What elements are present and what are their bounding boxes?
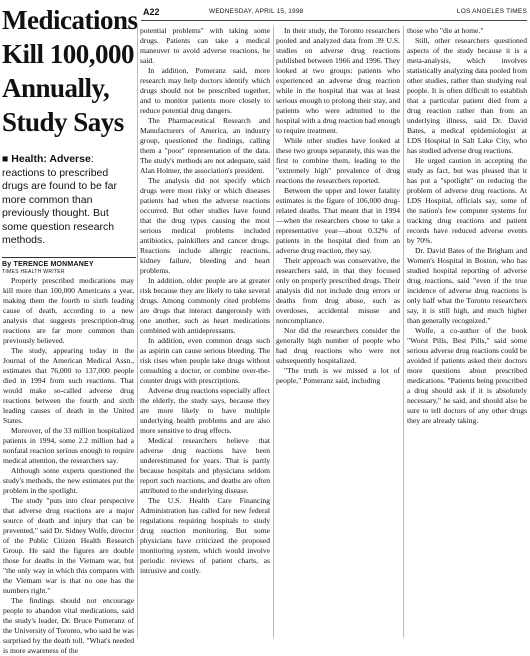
- paragraph: The study "puts into clear perspective that adverse drug reactions are a major source of death and injury that can be prevented," said Dr. Sidney Wolfe, director of the Public Citizen Health Research Group. He said the figures are double those for deaths in the Vietnam war, but "the only way in which this compares with the Vietnam war is that no one has the numbers right.": [3, 496, 134, 595]
- column-rule: [137, 26, 138, 638]
- paragraph: Their approach was conservative, the researchers said, in that they focused only on properly prescribed drugs. Their analysis did not include drug errors or deaths from drug abuse, such as overdoses, accidental misuse and noncompliance.: [276, 256, 400, 325]
- paragraph: In their study, the Toronto researchers pooled and analyzed data from 39 U.S. studies on adverse drug reactions published between 1966 and 1996. They looked at two groups: patients who experienced an adverse drug reaction while in the hospital that was at least serious enough to prolong their stay, and patients who were admitted to the hospital with a drug reaction bad enough to require treatment.: [276, 26, 400, 135]
- byline: [2, 257, 136, 275]
- paragraph: The findings should not encourage people to abandon vital medications, said the study's leader, Dr. Bruce Pomeranz of the University of Toronto, who said he was surprised by the death toll. "What's needed is more awareness of the: [3, 596, 134, 655]
- paragraph: In addition, even common drugs such as aspirin can cause serious bleeding. The risk rises when people take drugs without consulting a doctor, or combine over-the-counter drugs with prescriptions.: [140, 336, 270, 385]
- paragraph: Medical researchers believe that adverse drug reactions have been underestimated for years. That is partly because hospitals and physicians seldom report such reactions, and deaths are often attributed to the underlying disease.: [140, 436, 270, 495]
- subhead: ■ Health: Adverse: reactions to prescribed drugs are found to be far more common than previously thought. But some question research methods.: [2, 153, 117, 246]
- paragraph: "The truth is we missed a lot of people," Pomeranz said, including: [276, 366, 400, 385]
- paragraph: Adverse drug reactions especially affect the elderly, the study says, because they are more likely to have multiple underlying health problems and are also more sensitive to drug effects.: [140, 386, 270, 435]
- paragraph: Nor did the researchers consider the generally high number of people who had drug reactions who were not subsequently hospitalized.: [276, 326, 400, 365]
- paragraph: While other studies have looked at these two groups separately, this was the first to combine them, leading to the "extremely high" prevalence of drug reactions the researchers reported.: [276, 136, 400, 185]
- paper-name: LOS ANGELES TIMES: [456, 8, 527, 15]
- paragraph: The Pharmaceutical Research and Manufacturers of America, an industry group, questioned the findings, calling them a "poor" representation of the data. The study's methods are not adequate, said Alan Holmer, the association's president.: [140, 116, 270, 175]
- article-column-4: [407, 26, 527, 426]
- headline-line-3: Annually,: [2, 73, 110, 103]
- page-number: A22: [143, 7, 160, 17]
- byline-role: TIMES HEALTH WRITER: [2, 269, 65, 275]
- column-rule: [403, 26, 404, 638]
- paragraph: Wolfe, a co-author of the book "Worst Pills, Best Pills," said some serious adverse drug reactions could be avoided if patients asked their doctors more questions about prescribed medications. "Patients being prescribed a drug should ask if it is absolutely necessary," he said, and should also be sure to tell doctors of any other drugs they are already taking.: [407, 326, 527, 425]
- paragraph: Moreover, of the 33 million hospitalized patients in 1994, some 2.2 million had a nonfatal reaction serious enough to require medical attention, the researchers say.: [3, 426, 134, 465]
- paragraph: The analysis did not specify which drugs were most risky or which diseases patients had when the adverse reactions occurred. But other studies have found that the drug types causing the most serious medical problems included antibiotics, painkillers and cancer drugs. Reactions include allergic reactions, kidney failure, bleeding and heart problems.: [140, 176, 270, 275]
- column-rule: [273, 26, 274, 638]
- headline-line-4: Study Says: [2, 107, 124, 137]
- paragraph: The study, appearing today in the Journal of the American Medical Assn., estimates that 76,000 to 137,000 people died in 1994 from such reactions. That would make so-called adverse drug reactions between the fourth and sixth leading causes of death in the United States.: [3, 346, 134, 425]
- paragraph: In addition, Pomeranz said, more research may help doctors identify which drugs should not be prescribed together, and to monitor patients more closely to reduce potential drug dangers.: [140, 66, 270, 115]
- paragraph: potential problems" with taking some drugs. Patients can take a medical maneuver to avoid adverse reactions, he said.: [140, 26, 270, 65]
- page-info-bar: [141, 4, 527, 21]
- article-column-1: [3, 276, 134, 656]
- paragraph: Still, other researchers questioned aspects of the study because it is a meta-analysis, which involves statistically analyzing data pooled from other studies, rather than studying real people. It is often difficult to establish that a particular patient died from a drug reaction rather than from an underlying illness, said Dr. David Bates, a medical epidemiologist at LDS Hospital in Salt Lake City, who has studied adverse drug reactions.: [407, 36, 527, 155]
- headline-line-2: Kill 100,000: [2, 39, 135, 69]
- paragraph: He urged caution in accepting the study as fact, but was pleased that it has put a "spotlight" on reducing the problem of adverse drug reactions. At LDS Hospital, officials say, some of the nation's few computer systems for tracking drug reactions and patient records have reduced adverse events by 70%.: [407, 156, 527, 245]
- headline: [2, 3, 136, 139]
- subhead-lead: Health: Adverse: [11, 153, 91, 165]
- article-column-3: [276, 26, 400, 386]
- paragraph: The U.S. Health Care Financing Administration has called for new federal regulations requiring hospitals to study drug reaction monitoring. But some physicians have criticized the proposed monitoring system, which would involve periodic reviews of patient charts, as intrusive and costly.: [140, 496, 270, 575]
- date-line: WEDNESDAY, APRIL 15, 1998: [209, 8, 304, 15]
- byline-name: By TERENCE MONMANEY: [2, 261, 94, 268]
- paragraph: Properly prescribed medications may kill more than 100,000 Americans a year, making them the fourth to sixth leading cause of death, according to a new analysis that suggests prescription-drug reactions are far more common than previously believed.: [3, 276, 134, 345]
- subhead-colon: :: [90, 153, 94, 165]
- headline-line-1: Medications: [2, 5, 138, 35]
- paragraph: those who "die at home.": [407, 26, 484, 35]
- subhead-text: reactions to prescribed drugs are found to be far more common than previously thought. But some question research methods.: [2, 166, 117, 246]
- paragraph: In addition, older people are at greater risk because they are likely to take several drugs. Among commonly cited problems are drugs that interact dangerously with one another, such as heart medications combined with antidepressants.: [140, 276, 270, 335]
- paragraph: Dr. David Bates of the Brigham and Women's Hospital in Boston, who has studied hospital reporting of adverse drug reactions, said "even if the true incidence of adverse drug reactions is only half what the Toronto researchers say, it is still high, and much higher than generally recognized.": [407, 246, 527, 325]
- paragraph: Although some experts questioned the study's methods, the new estimates put the problem in the spotlight.: [3, 466, 134, 495]
- article-column-2: [140, 26, 270, 576]
- paragraph: Between the upper and lower fatality estimates is the figure of 106,000 drug-related deaths. That meant that in 1994—when the researchers chose to take a representative year—about 0.32% of patients in the hospital died from an adverse drug reaction, they say.: [276, 186, 400, 255]
